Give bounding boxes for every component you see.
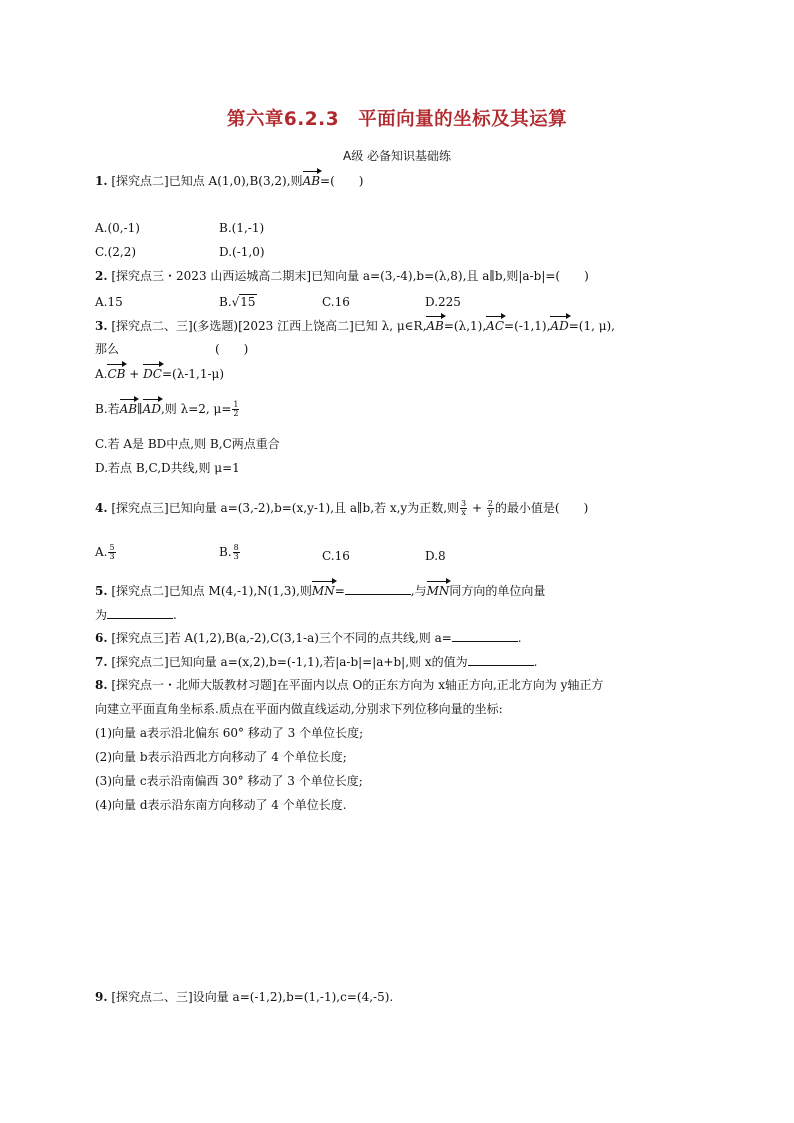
option-c: C.16 [322,295,350,309]
plus-sign: + [468,501,486,515]
option-label: B.若 [95,402,120,416]
period: . [173,608,177,622]
question-number: 3. [95,319,108,333]
answer-blank[interactable] [468,655,534,666]
vector-ac: AC [486,319,505,333]
question-points: A(1,0),B(3,2),则 [208,174,303,188]
question-text: 为 [95,608,108,622]
question-number: 8. [95,678,108,692]
vector-value: =(1, μ), [568,319,615,333]
question-6 [95,631,522,644]
question-number: 5. [95,584,108,598]
question-text: [探究点二、三](多选题)[2023 江西上饶高二]已知 λ, μ∈R, [111,319,427,333]
question-text: [探究点二]已知点 M(4,-1),N(1,3),则 [111,584,312,598]
sub-question-2: (2)向量 b表示沿西北方向移动了 4 个单位长度; [95,750,347,764]
question-number: 4. [95,501,108,515]
period: . [533,655,538,669]
option-b [219,544,241,561]
question-text: [探究点三]已知向量 a=(3,-2),b=(x,y-1),且 a∥b,若 x,y为正数,则 [111,501,460,515]
vector-ab: AB [302,174,321,188]
question-suffix: 的最小值是( ) [494,501,589,515]
numerator: 2 [487,499,493,508]
vector-ab: AB [426,319,444,333]
denominator: 2 [233,409,239,418]
sub-question-4: (4)向量 d表示沿东南方向移动了 4 个单位长度. [95,798,347,812]
question-1 [95,175,363,187]
question-8 [95,679,603,691]
option-label: A. [95,367,108,381]
answer-blank[interactable] [452,631,518,642]
question-text: [探究点三・2023 山西运城高二期末]已知向量 a=(3,-4),b=(λ,8),且 a∥b,则|a-b|=( ) [111,269,589,283]
sub-question-3: (3)向量 c表示沿南偏西 30° 移动了 3 个单位长度; [95,774,363,788]
question-text: [探究点二、三]设向量 a=(-1,2),b=(1,-1),c=(4,-5). [111,990,394,1004]
vector-value: =(λ,1), [443,319,487,333]
fraction [232,401,239,418]
denominator: y [488,508,493,517]
fraction [460,500,467,517]
vector-mn: MN [311,584,335,598]
sqrt-symbol: √15 [231,295,256,309]
vector-cb: CB [107,367,126,381]
page-title: 第六章6.2.3 平面向量的坐标及其运算 [226,109,568,130]
numerator: 8 [233,543,239,552]
page-subtitle: A级 必备知识基础练 [342,149,452,163]
question-7 [95,655,537,668]
answer-blank[interactable] [345,584,411,595]
option-c: C.若 A是 BD中点,则 B,C两点重合 [95,437,280,451]
question-4 [95,500,588,517]
option-a [95,368,224,380]
option-d: D.(-1,0) [219,245,265,259]
denominator: x [461,508,466,517]
option-b: B.(1,-1) [219,221,265,235]
option-d: D.225 [425,295,461,309]
question-2 [95,270,589,282]
vector-dc: DC [143,367,162,381]
period: . [517,631,522,645]
numerator: 3 [461,499,467,508]
option-text: ,则 λ=2, μ= [160,402,232,416]
question-number: 2. [95,269,108,283]
option-d: D.若点 B,C,D共线,则 μ=1 [95,461,240,475]
option-a [95,544,117,561]
question-5 [95,584,545,597]
question-suffix: 同方向的单位向量 [449,584,546,598]
vector-ad: AD [142,402,161,416]
vector-value: =(-1,1), [504,319,551,333]
radicand: 15 [240,295,256,309]
question-text: ,与 [410,584,427,598]
vector-ab: AB [119,402,138,416]
sub-question-1: (1)向量 a表示沿北偏东 60° 移动了 3 个单位长度; [95,726,364,740]
equals-sign: = [334,584,345,598]
denominator: 3 [109,552,115,561]
option-label: B. [219,295,232,309]
plus-sign: + [125,367,144,381]
question-text: [探究点一・北师大版教材习题]在平面内以点 O的正东方向为 x轴正方向,正北方向为 y轴正方 [111,678,604,692]
option-text: =(λ-1,1-μ) [161,367,224,381]
option-c: C.(2,2) [95,245,137,259]
option-b [95,401,240,418]
option-b [219,296,257,308]
denominator: 3 [233,552,239,561]
option-a: A.(0,-1) [95,221,140,235]
question-text: [探究点二]已知点 [111,174,209,188]
question-3-line-2: 那么 ( ) [95,342,249,356]
option-a: A.15 [95,295,123,309]
numerator: 1 [233,400,239,409]
question-9 [95,991,393,1003]
option-d: D.8 [425,549,446,563]
fraction [108,544,115,561]
vector-mn: MN [426,584,450,598]
question-3 [95,320,615,332]
question-text: [探究点三]若 A(1,2),B(a,-2),C(3,1-a)三个不同的点共线,则 a= [111,631,452,645]
option-c: C.16 [322,549,350,563]
question-number: 7. [95,655,108,669]
question-text: [探究点二]已知向量 a=(x,2),b=(-1,1),若|a-b|=|a+b|,则 x的值为 [111,655,468,669]
vector-ad: AD [550,319,569,333]
question-number: 6. [95,631,108,645]
option-label: A. [95,545,108,559]
option-label: B. [219,545,232,559]
answer-blank[interactable] [107,608,173,619]
parallel-sign: ∥ [137,402,143,416]
fraction [487,500,494,517]
fraction [233,544,240,561]
numerator: 5 [109,543,115,552]
question-5-line-2 [95,608,177,621]
question-number: 1. [95,174,108,188]
question-suffix: =( ) [320,174,364,188]
question-8-line-2: 向建立平面直角坐标系.质点在平面内做直线运动,分别求下列位移向量的坐标: [95,702,503,716]
question-number: 9. [95,990,108,1004]
